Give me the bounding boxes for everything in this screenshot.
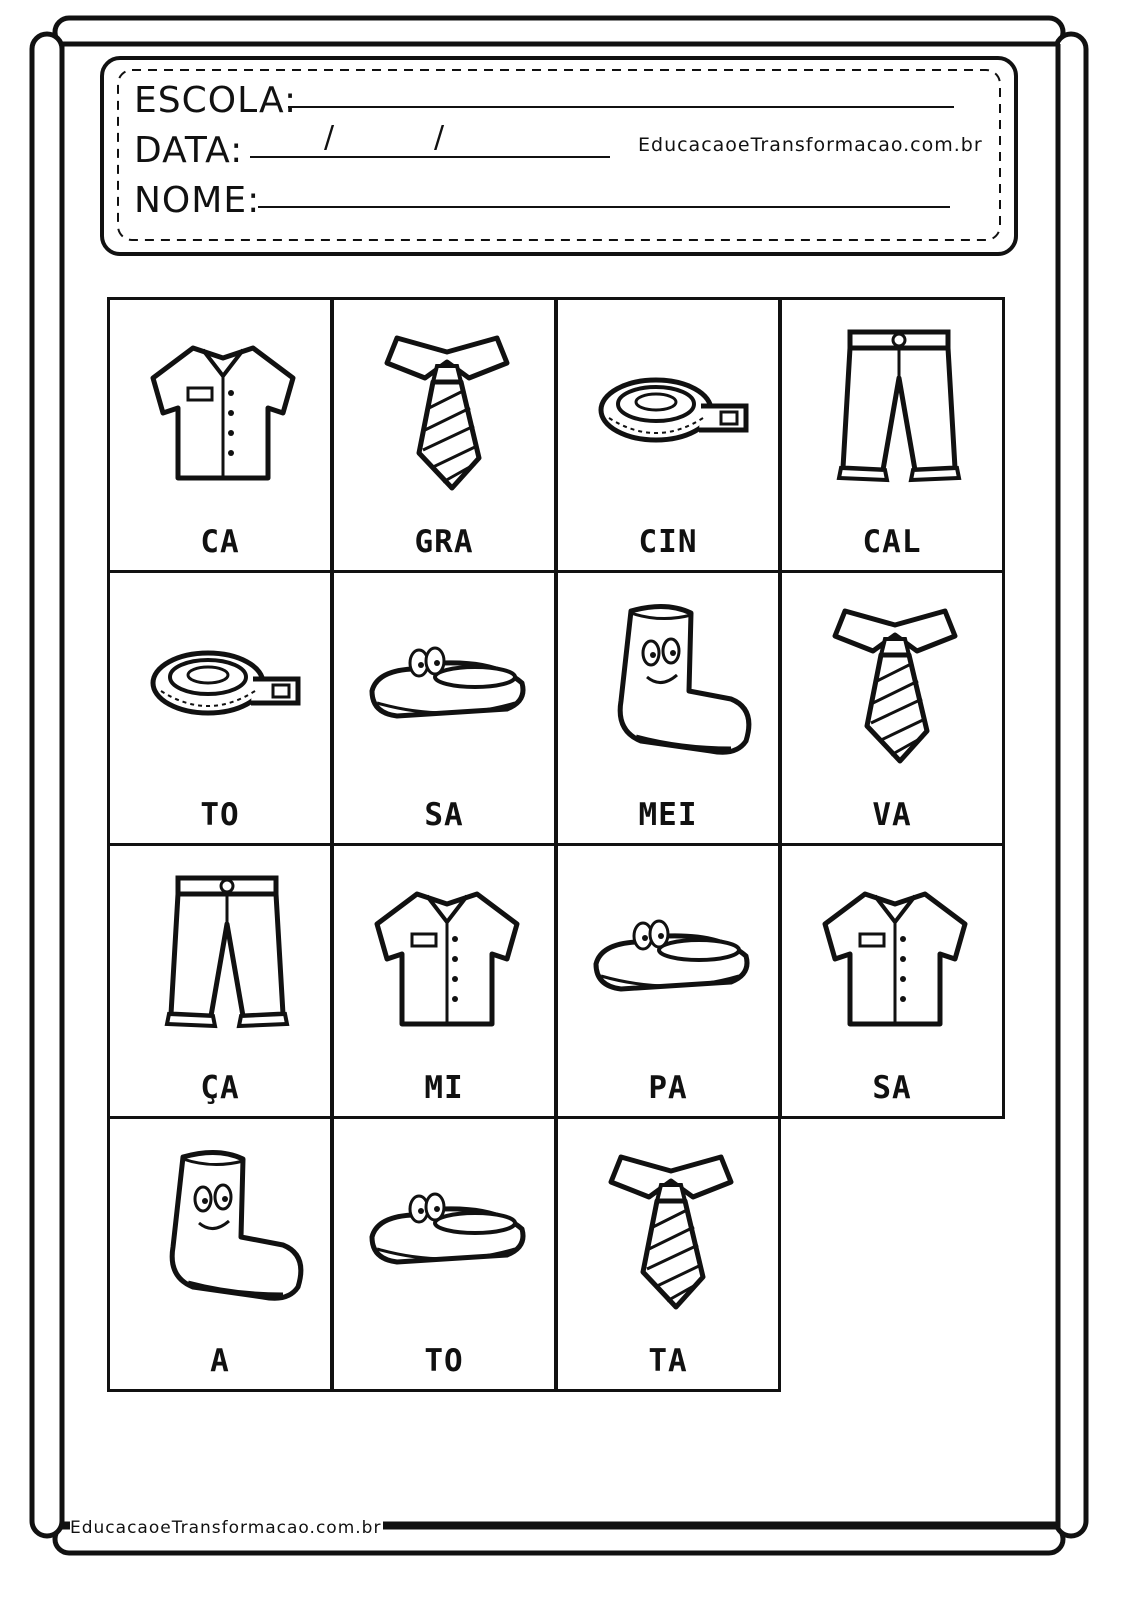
syllable-label: A bbox=[210, 1343, 230, 1379]
shoe-icon bbox=[357, 591, 537, 771]
student-info-box bbox=[100, 56, 1018, 256]
school-field[interactable] bbox=[288, 106, 954, 108]
card-1 bbox=[107, 297, 333, 573]
syllable-label: TA bbox=[648, 1343, 688, 1379]
date-separator-1: / bbox=[324, 120, 336, 155]
syllable-label: VA bbox=[872, 797, 912, 833]
syllable-label: SA bbox=[872, 1070, 912, 1106]
shirt-icon bbox=[133, 318, 313, 498]
belt-icon bbox=[581, 318, 761, 498]
card-7 bbox=[555, 570, 781, 846]
date-separator-2: / bbox=[434, 120, 446, 155]
tie-icon bbox=[357, 318, 537, 498]
card-14 bbox=[331, 1116, 557, 1392]
shoe-icon bbox=[581, 864, 761, 1044]
sock-icon bbox=[133, 1137, 313, 1317]
syllable-label: MI bbox=[424, 1070, 464, 1106]
belt-icon bbox=[133, 591, 313, 771]
card-9 bbox=[107, 843, 333, 1119]
syllable-label: CAL bbox=[862, 524, 922, 560]
syllable-label: MEI bbox=[638, 797, 698, 833]
name-label: NOME: bbox=[134, 180, 261, 221]
sock-icon bbox=[581, 591, 761, 771]
card-11 bbox=[555, 843, 781, 1119]
website-footer: EducacaoeTransformacao.com.br bbox=[70, 1518, 382, 1538]
syllable-label: CIN bbox=[638, 524, 698, 560]
card-2 bbox=[331, 297, 557, 573]
school-label: ESCOLA: bbox=[134, 80, 298, 121]
pants-icon bbox=[805, 318, 985, 498]
card-10 bbox=[331, 843, 557, 1119]
card-6 bbox=[331, 570, 557, 846]
shirt-icon bbox=[805, 864, 985, 1044]
syllable-label: TO bbox=[200, 797, 240, 833]
tie-icon bbox=[581, 1137, 761, 1317]
syllable-label: SA bbox=[424, 797, 464, 833]
syllable-label: GRA bbox=[414, 524, 474, 560]
syllable-label: PA bbox=[648, 1070, 688, 1106]
date-label: DATA: bbox=[134, 130, 244, 171]
syllable-label: CA bbox=[200, 524, 240, 560]
card-3 bbox=[555, 297, 781, 573]
tie-icon bbox=[805, 591, 985, 771]
website-header: EducacaoeTransformacao.com.br bbox=[638, 134, 983, 156]
pants-icon bbox=[133, 864, 313, 1044]
name-field[interactable] bbox=[258, 206, 950, 208]
card-12 bbox=[779, 843, 1005, 1119]
date-field[interactable] bbox=[250, 156, 610, 158]
syllable-label: ÇA bbox=[200, 1070, 240, 1106]
shirt-icon bbox=[357, 864, 537, 1044]
shoe-icon bbox=[357, 1137, 537, 1317]
card-5 bbox=[107, 570, 333, 846]
card-4 bbox=[779, 297, 1005, 573]
card-13 bbox=[107, 1116, 333, 1392]
card-15 bbox=[555, 1116, 781, 1392]
card-8 bbox=[779, 570, 1005, 846]
syllable-label: TO bbox=[424, 1343, 464, 1379]
